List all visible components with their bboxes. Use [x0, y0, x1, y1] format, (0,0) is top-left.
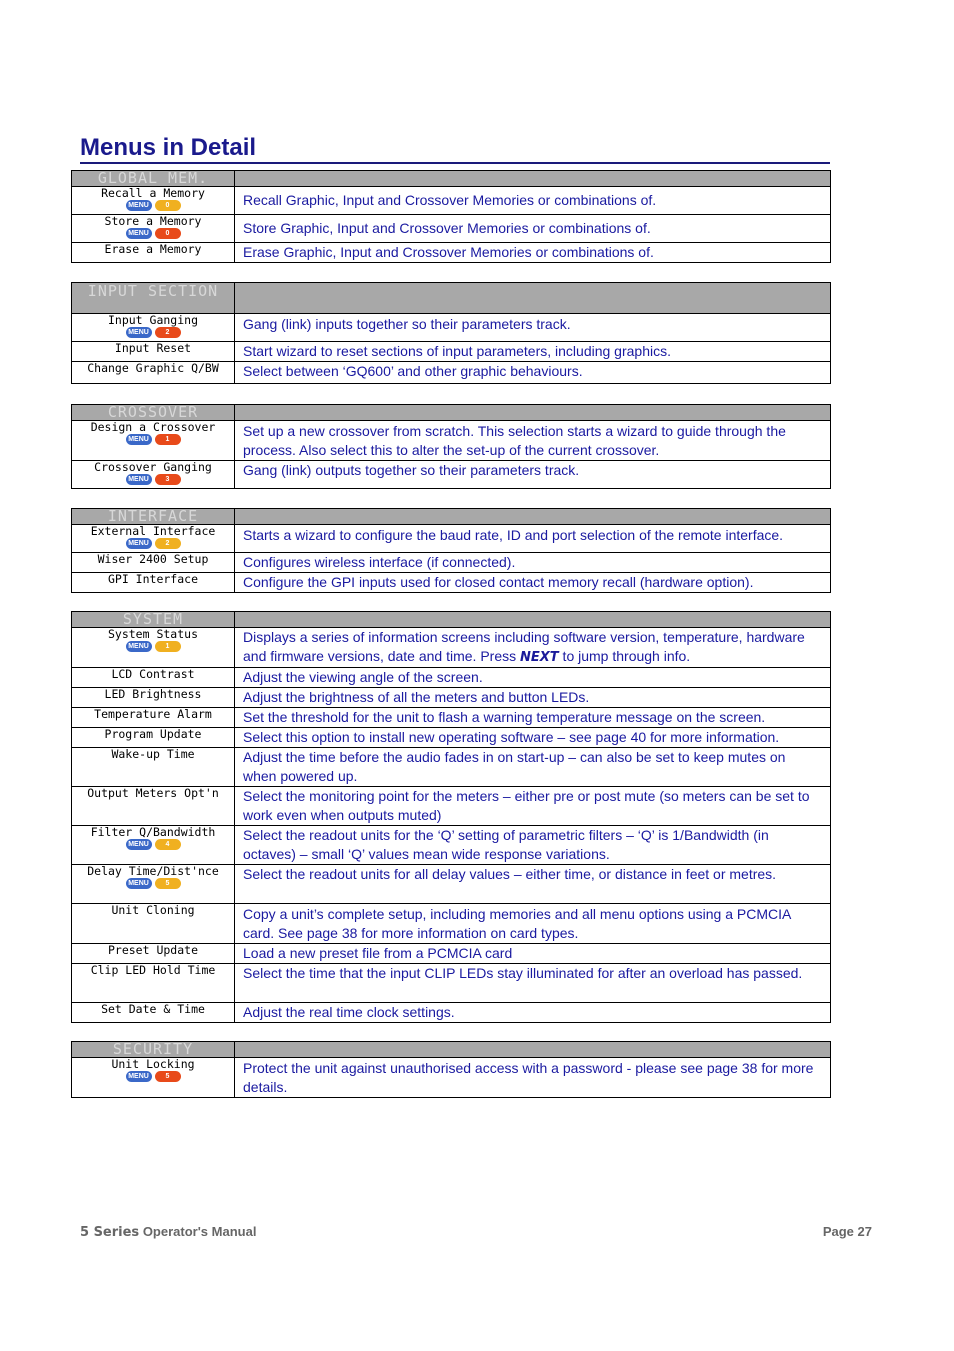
section-header-label: CROSSOVER: [72, 405, 235, 421]
footer-brand: 5 Series: [80, 1225, 140, 1240]
description-cell: Configures wireless interface (if connected).: [235, 553, 831, 573]
lcd-cell: [72, 362, 235, 384]
description-cell: Select the readout units for the ‘Q’ setting of parametric filters – ‘Q’ is 1/Bandwidth (in octaves) – small ‘Q’ values mean wide response variations.: [235, 826, 831, 865]
lcd-cell: [72, 187, 235, 215]
lcd-label: Unit Locking: [111, 1057, 195, 1071]
footer-page-number: Page 27: [822, 1224, 872, 1239]
description-cell: [235, 628, 831, 668]
menu-key-icon: MENU: [126, 474, 152, 485]
description-cell: Set the threshold for the unit to flash a warning temperature message on the screen.: [235, 708, 831, 728]
number-key-icon: 2: [155, 327, 181, 338]
table-row: [72, 688, 831, 708]
table-row: [72, 728, 831, 748]
number-key-icon: 1: [155, 641, 181, 652]
description-cell: Start wizard to reset sections of input parameters, including graphics.: [235, 342, 831, 362]
menu-table-security: [71, 1041, 831, 1098]
lcd-label: Design a Crossover: [90, 420, 216, 434]
menu-key-icon: MENU: [126, 538, 152, 549]
section-header-label: SYSTEM: [72, 612, 235, 628]
number-key-icon: 0: [155, 228, 181, 239]
lcd-cell: [72, 243, 235, 263]
lcd-cell: [72, 421, 235, 461]
number-key-icon: 4: [155, 839, 181, 850]
lcd-label: Filter Q/Bandwidth: [90, 825, 216, 839]
section-header-blank: [235, 283, 831, 314]
menu-table-interface: [71, 508, 831, 593]
menu-key-icon: MENU: [126, 327, 152, 338]
lcd-cell: [72, 826, 235, 865]
menu-key-icon: MENU: [126, 434, 152, 445]
section-header: [72, 283, 831, 314]
lcd-cell: [72, 728, 235, 748]
lcd-cell: [72, 944, 235, 964]
lcd-cell: [72, 628, 235, 668]
description-cell: Recall Graphic, Input and Crossover Memories or combinations of.: [235, 187, 831, 215]
next-key-label: NEXT: [520, 650, 559, 665]
table-row: [72, 243, 831, 263]
lcd-cell: [72, 668, 235, 688]
table-row: [72, 215, 831, 243]
lcd-cell: [72, 1003, 235, 1023]
table-row: [72, 865, 831, 904]
menu-key-icon: MENU: [126, 228, 152, 239]
description-cell: Configure the GPI inputs used for closed contact memory recall (hardware option).: [235, 573, 831, 593]
section-header: [72, 509, 831, 525]
table-row: [72, 421, 831, 461]
section-header-blank: [235, 171, 831, 187]
lcd-cell: [72, 787, 235, 826]
lcd-cell: [72, 688, 235, 708]
description-cell: Adjust the brightness of all the meters and button LEDs.: [235, 688, 831, 708]
lcd-cell: [72, 553, 235, 573]
table-row: [72, 525, 831, 553]
table-row: [72, 573, 831, 593]
lcd-label: Temperature Alarm: [94, 707, 212, 721]
section-header-blank: [235, 612, 831, 628]
number-key-icon: 2: [155, 538, 181, 549]
description-cell: Select the readout units for all delay values – either time, or distance in feet or metres.: [235, 865, 831, 904]
description-cell: Store Graphic, Input and Crossover Memories or combinations of.: [235, 215, 831, 243]
table-row: [72, 342, 831, 362]
description-cell: Gang (link) inputs together so their parameters track.: [235, 314, 831, 342]
menu-table-global-mem: [71, 170, 831, 263]
lcd-label: Wiser 2400 Setup: [97, 552, 209, 566]
table-row: [72, 964, 831, 1003]
number-key-icon: 3: [155, 474, 181, 485]
lcd-label: LCD Contrast: [111, 667, 195, 681]
lcd-label: System Status: [107, 627, 198, 641]
description-cell: Adjust the viewing angle of the screen.: [235, 668, 831, 688]
footer-manual: Operator's Manual: [142, 1224, 257, 1239]
number-key-icon: 5: [155, 1071, 181, 1082]
table-row: [72, 708, 831, 728]
table-row: [72, 748, 831, 787]
description-cell: Gang (link) outputs together so their parameters track.: [235, 461, 831, 489]
lcd-label: Wake-up Time: [111, 747, 195, 761]
description-cell: Copy a unit’s complete setup, including memories and all menu options using a PCMCIA card. See page 38 for more information on card types.: [235, 904, 831, 944]
number-key-icon: 0: [155, 200, 181, 211]
lcd-label: Recall a Memory: [101, 186, 205, 200]
lcd-label: External Interface: [90, 524, 216, 538]
lcd-label: GPI Interface: [107, 572, 198, 586]
lcd-cell: [72, 748, 235, 787]
table-row: [72, 362, 831, 384]
lcd-label: Erase a Memory: [104, 242, 202, 256]
description-cell: Select between ‘GQ600’ and other graphic behaviours.: [235, 362, 831, 384]
number-key-icon: 1: [155, 434, 181, 445]
table-row: [72, 1003, 831, 1023]
table-row: [72, 787, 831, 826]
section-header: [72, 1042, 831, 1058]
menu-table-system: [71, 611, 831, 1023]
lcd-label: Output Meters Opt'n: [87, 786, 219, 800]
section-header: [72, 405, 831, 421]
table-row: [72, 904, 831, 944]
lcd-cell: [72, 525, 235, 553]
lcd-label: Change Graphic Q/BW: [87, 361, 219, 375]
lcd-cell: [72, 904, 235, 944]
lcd-label: Clip LED Hold Time: [90, 963, 216, 977]
section-header-blank: [235, 405, 831, 421]
lcd-label: Crossover Ganging: [94, 460, 212, 474]
section-header-label: GLOBAL MEM.: [72, 171, 235, 187]
section-header-label: INTERFACE: [72, 509, 235, 525]
description-cell: Starts a wizard to configure the baud rate, ID and port selection of the remote interface.: [235, 525, 831, 553]
description-cell: Select the time that the input CLIP LEDs stay illuminated for after an overload has passed.: [235, 964, 831, 1003]
page-title-bar: [80, 134, 830, 164]
lcd-label: Input Ganging: [107, 313, 198, 327]
menu-key-icon: MENU: [126, 1071, 152, 1082]
page-title: Menus in Detail: [80, 134, 257, 161]
menu-key-icon: MENU: [126, 878, 152, 889]
table-row: [72, 628, 831, 668]
lcd-label: Preset Update: [107, 943, 198, 957]
footer-left: [80, 1224, 256, 1240]
description-cell: Load a new preset file from a PCMCIA card: [235, 944, 831, 964]
description-text: Displays a series of information screens including software version, temperature, hardware and firmware versions, date and time. Press: [243, 629, 805, 664]
section-header-label: INPUT SECTION: [72, 283, 235, 314]
menu-key-icon: MENU: [126, 641, 152, 652]
lcd-cell: [72, 573, 235, 593]
lcd-cell: [72, 342, 235, 362]
lcd-label: Store a Memory: [104, 214, 202, 228]
description-cell: Protect the unit against unauthorised access with a password - please see page 38 for more details.: [235, 1058, 831, 1098]
table-row: [72, 461, 831, 489]
lcd-label: Unit Cloning: [111, 903, 195, 917]
lcd-label: Delay Time/Dist'nce: [87, 864, 219, 878]
table-row: [72, 553, 831, 573]
table-row: [72, 187, 831, 215]
lcd-cell: [72, 708, 235, 728]
menu-key-icon: MENU: [126, 200, 152, 211]
section-header-blank: [235, 509, 831, 525]
lcd-label: Program Update: [104, 727, 202, 741]
description-cell: Select this option to install new operating software – see page 40 for more information.: [235, 728, 831, 748]
section-header: [72, 612, 831, 628]
table-row: [72, 1058, 831, 1098]
lcd-label: Set Date & Time: [101, 1002, 205, 1016]
lcd-label: Input Reset: [114, 341, 192, 355]
lcd-cell: [72, 964, 235, 1003]
menu-table-crossover: [71, 404, 831, 489]
description-cell: Adjust the time before the audio fades in on start-up – can also be set to keep mutes on when powered up.: [235, 748, 831, 787]
description-text: to jump through info.: [558, 648, 691, 664]
table-row: [72, 314, 831, 342]
section-header-label: SECURITY: [72, 1042, 235, 1058]
table-row: [72, 668, 831, 688]
lcd-cell: [72, 1058, 235, 1098]
description-cell: Set up a new crossover from scratch. This selection starts a wizard to guide through the process. Also select this to alter the set-up of the current crossover.: [235, 421, 831, 461]
lcd-cell: [72, 314, 235, 342]
table-row: [72, 944, 831, 964]
lcd-label: LED Brightness: [104, 687, 202, 701]
number-key-icon: 5: [155, 878, 181, 889]
section-header-blank: [235, 1042, 831, 1058]
section-header: [72, 171, 831, 187]
lcd-cell: [72, 461, 235, 489]
lcd-cell: [72, 865, 235, 904]
menu-key-icon: MENU: [126, 839, 152, 850]
menu-table-input-section: [71, 282, 831, 384]
description-cell: Select the monitoring point for the meters – either pre or post mute (so meters can be set to work even when outputs muted): [235, 787, 831, 826]
description-cell: Erase Graphic, Input and Crossover Memories or combinations of.: [235, 243, 831, 263]
table-row: [72, 826, 831, 865]
lcd-cell: [72, 215, 235, 243]
description-cell: Adjust the real time clock settings.: [235, 1003, 831, 1023]
